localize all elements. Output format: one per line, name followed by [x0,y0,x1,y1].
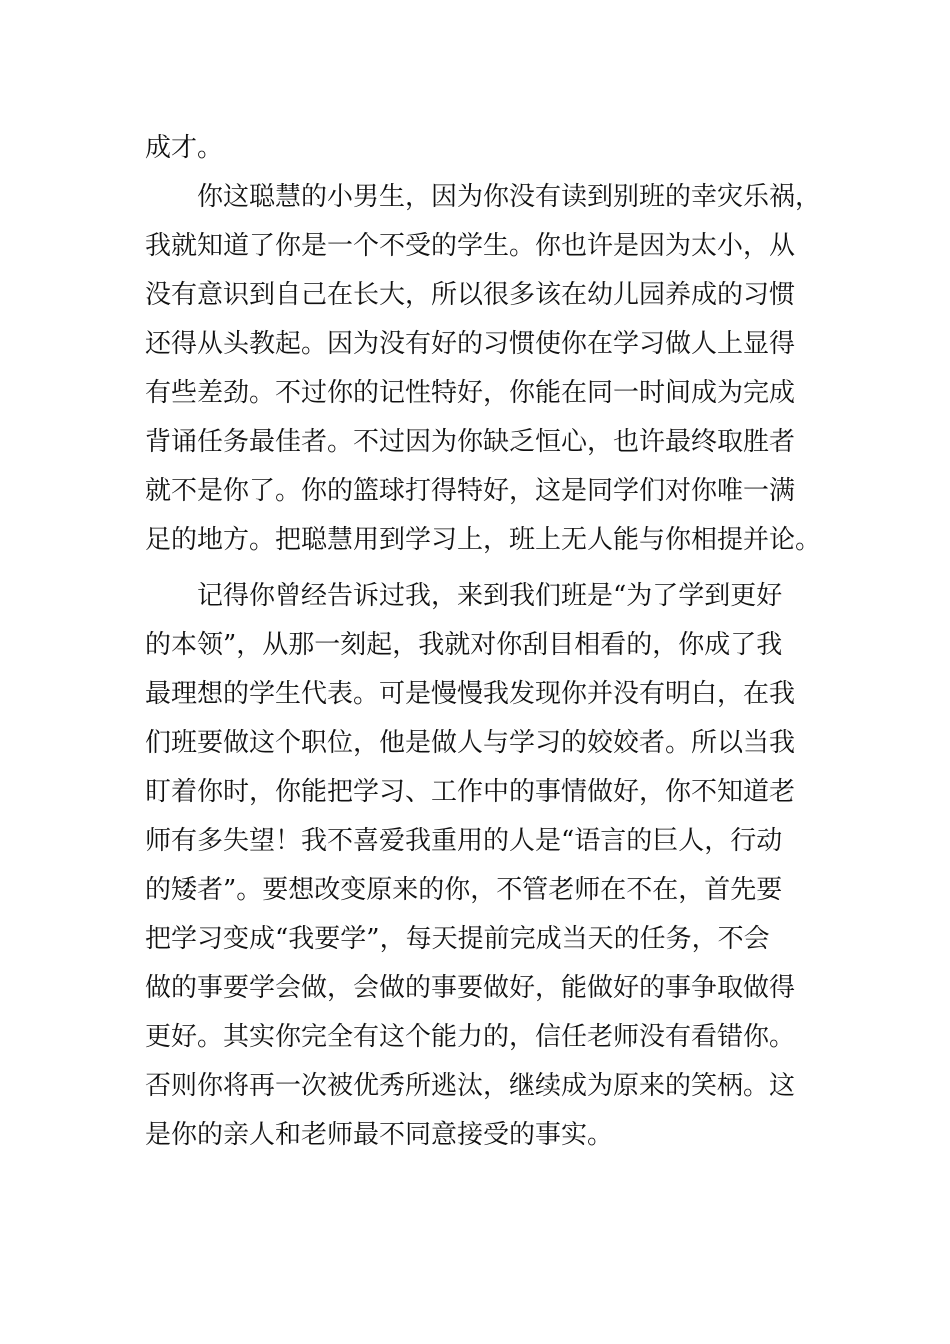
text-line: 否则你将再一次被优秀所逃汰，继续成为原来的笑柄。这 [145,1071,796,1101]
text-line: 还得从头教起。因为没有好的习惯使你在学习做人上显得 [145,329,796,359]
text-line: 们班要做这个职位，他是做人与学习的姣姣者。所以当我 [145,728,796,758]
paragraph-start-line: 记得你曾经告诉过我，来到我们班是“为了学到更好 [197,581,783,611]
text-line: 背诵任务最佳者。不过因为你缺乏恒心，也许最终取胜者 [145,427,796,457]
text-line: 我就知道了你是一个不受的学生。你也许是因为太小，从 [145,231,796,261]
text-line: 盯着你时，你能把学习、工作中的事情做好，你不知道老 [145,777,796,807]
text-line: 是你的亲人和老师最不同意接受的事实。 [145,1120,614,1150]
text-line: 把学习变成“我要学”，每天提前完成当天的任务，不会 [145,924,770,954]
text-line: 足的地方。把聪慧用到学习上，班上无人能与你相提并论。 [145,525,822,555]
paragraph-start-line: 你这聪慧的小男生，因为你没有读到别班的幸灾乐祸， [197,182,822,212]
text-line: 更好。其实你完全有这个能力的，信任老师没有看错你。 [145,1022,796,1052]
text-line: 成才。 [145,133,224,163]
text-line: 的矮者”。要想改变原来的你，不管老师在不在，首先要 [145,875,783,905]
text-line: 有些差劲。不过你的记性特好，你能在同一时间成为完成 [145,378,796,408]
text-line: 的本领”，从那一刻起，我就对你刮目相看的，你成了我 [145,630,783,660]
text-line: 最理想的学生代表。可是慢慢我发现你并没有明白，在我 [145,679,796,709]
text-line: 师有多失望！我不喜爱我重用的人是“语言的巨人，行动 [145,826,783,856]
text-line: 就不是你了。你的篮球打得特好，这是同学们对你唯一满 [145,476,796,506]
text-line: 没有意识到自己在长大，所以很多该在幼儿园养成的习惯 [145,280,796,310]
text-line: 做的事要学会做，会做的事要做好，能做好的事争取做得 [145,973,796,1003]
